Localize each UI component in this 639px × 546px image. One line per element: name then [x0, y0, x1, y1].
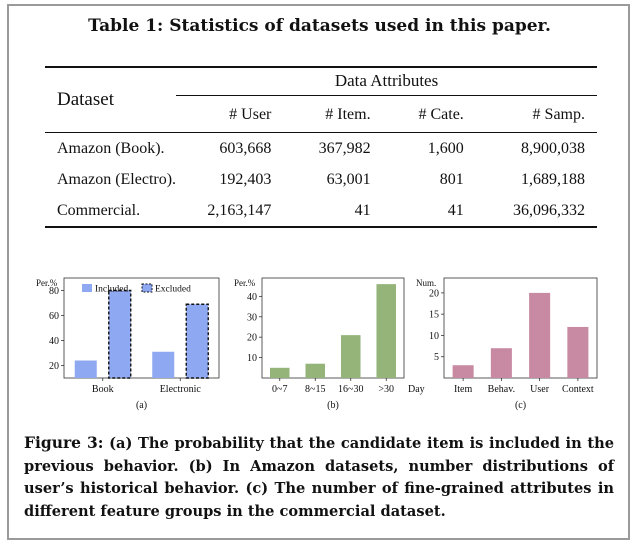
bar-excluded [186, 304, 208, 378]
legend-swatch [142, 284, 152, 292]
bar [453, 365, 474, 378]
panel-label: (a) [135, 400, 148, 411]
y-axis-label: Num. [416, 278, 437, 288]
cell-value: 36,096,332 [513, 201, 585, 219]
table-row [45, 164, 597, 195]
y-axis-label: Per.% [234, 278, 256, 288]
data-attributes-label: Data Attributes [176, 71, 597, 96]
table-title: Table 1: Statistics of datasets used in this paper. [88, 16, 551, 36]
y-tick-label: 40 [247, 291, 257, 303]
x-tick-label: 16~30 [338, 384, 364, 395]
bar [270, 368, 290, 378]
cell-value: 8,900,038 [521, 139, 585, 157]
x-tick-label: >30 [378, 384, 395, 395]
y-tick-label: 40 [49, 336, 59, 347]
column-header-samp: # Samp. [532, 106, 585, 123]
y-axis-label: Per.% [36, 278, 58, 288]
cell-value: 192,403 [219, 170, 272, 188]
cell-value: 1,600 [427, 139, 464, 157]
cell-value: 41 [354, 201, 371, 219]
bar [491, 348, 512, 378]
y-tick-label: 20 [49, 361, 59, 372]
cell-value: 603,668 [219, 139, 272, 157]
y-tick-label: 80 [49, 286, 59, 297]
y-tick-label: 10 [247, 353, 257, 365]
dataset-header: Dataset [57, 89, 114, 110]
bar [305, 364, 325, 378]
bar [529, 293, 550, 378]
row-name: Commercial. [57, 201, 141, 219]
panel-label: (c) [514, 400, 527, 411]
x-tick-label: User [530, 384, 550, 395]
table-row [45, 195, 597, 227]
cell-value: 1,689,188 [521, 170, 585, 188]
row-name: Amazon (Electro). [57, 170, 177, 188]
column-header-cate: # Cate. [418, 106, 464, 123]
statistics-table [45, 66, 597, 228]
bar-included [152, 352, 174, 378]
cell-value: 41 [447, 201, 464, 219]
row-name: Amazon (Book). [57, 139, 165, 157]
x-tick-label: 0~7 [272, 384, 288, 395]
x-tick-label: Context [562, 384, 594, 395]
y-tick-label: 5 [434, 352, 439, 364]
cell-value: 801 [439, 170, 464, 188]
bar [341, 335, 361, 378]
caption-label: Figure 3: [24, 433, 104, 452]
bar-included [75, 361, 97, 379]
y-tick-label: 15 [429, 309, 439, 321]
cell-value: 63,001 [326, 170, 371, 188]
figure-charts [0, 270, 639, 420]
y-tick-label: 10 [429, 330, 439, 342]
column-header-user: # User [229, 106, 272, 123]
caption-text: (a) The probability that the candidate item is included in the previous behavior. (b) In Amazon datasets, number distributions of user’s historical behavior. (c) The number of fine-grained attributes in different feature groups in the commercial dataset. [24, 435, 614, 520]
panel-label: (b) [327, 400, 339, 411]
x-tick-label: Electronic [159, 384, 201, 395]
cell-value: 2,163,147 [207, 201, 272, 219]
x-tick-label: Item [453, 384, 473, 395]
bar [567, 327, 588, 378]
bar-excluded [109, 291, 131, 379]
x-tick-label: Behav. [487, 384, 516, 395]
bar [376, 284, 396, 378]
y-tick-label: 30 [247, 312, 257, 324]
legend-swatch [82, 284, 92, 292]
figure-caption [24, 432, 614, 523]
x-axis-label: Day [408, 384, 425, 395]
x-tick-label: Book [91, 384, 114, 395]
cell-value: 367,982 [318, 139, 371, 157]
y-tick-label: 60 [49, 311, 59, 322]
y-tick-label: 20 [247, 332, 257, 344]
data-attributes-header [176, 67, 597, 98]
y-tick-label: 20 [429, 288, 439, 300]
x-tick-label: 8~15 [305, 384, 326, 395]
table-row [45, 133, 597, 165]
legend-label: Excluded [155, 284, 191, 295]
column-header-item: # Item. [325, 106, 371, 123]
legend-label: Included [95, 284, 129, 295]
